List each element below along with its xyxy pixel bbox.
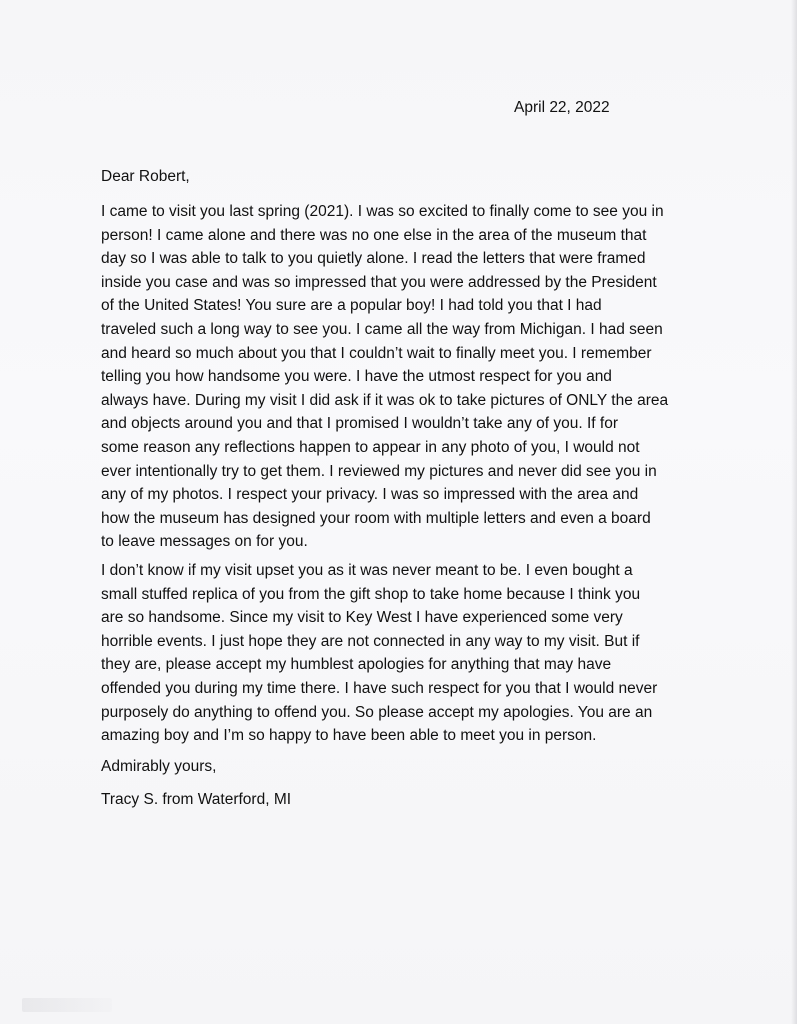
letter-paragraph-1 (101, 200, 701, 554)
letter-paragraph-2 (101, 559, 701, 748)
text-line: how the museum has designed your room with multiple letters and even a board (101, 509, 651, 527)
letter-signature: Tracy S. from Waterford, MI (101, 791, 292, 808)
text-line: telling you how handsome you were. I have the utmost respect for you and (101, 368, 612, 386)
text-line: to leave messages on for you. (101, 533, 308, 551)
text-line: amazing boy and I’m so happy to have been able to meet you in person. (101, 727, 597, 745)
paper-edge-shadow (791, 0, 797, 1024)
text-line: and heard so much about you that I couldn’t wait to finally meet you. I remember (101, 344, 652, 362)
text-line: I came to visit you last spring (2021). I was so excited to finally come to see you in (101, 203, 664, 220)
scan-corner-mark (22, 998, 112, 1012)
text-line: always have. During my visit I did ask if it was ok to take pictures of ONLY the area (101, 391, 669, 409)
letter-salutation: Dear Robert, (101, 168, 190, 185)
text-line: they are, please accept my humblest apologies for anything that may have (101, 656, 612, 674)
text-line: I don’t know if my visit upset you as it was never meant to be. I even bought a (101, 562, 633, 579)
text-line: ever intentionally try to get them. I reviewed my pictures and never did see you in (101, 462, 657, 480)
text-line: person! I came alone and there was no one else in the area of the museum that (101, 226, 647, 244)
text-line: traveled such a long way to see you. I came all the way from Michigan. I had seen (101, 320, 663, 338)
text-line: horrible events. I just hope they are not connected in any way to my visit. But if (101, 632, 640, 650)
text-line: day so I was able to talk to you quietly alone. I read the letters that were framed (101, 250, 646, 268)
text-line: offended you during my time there. I have such respect for you that I would never (101, 679, 658, 697)
text-line: purposely do anything to offend you. So please accept my apologies. You are an (101, 703, 653, 721)
text-line: of the United States! You sure are a popular boy! I had told you that I had (101, 297, 602, 315)
text-line: are so handsome. Since my visit to Key West I have experienced some very (101, 609, 623, 627)
text-line: any of my photos. I respect your privacy. I was so impressed with the area and (101, 486, 639, 504)
letter-date: April 22, 2022 (514, 99, 610, 116)
text-line: and objects around you and that I promised I wouldn’t take any of you. If for (101, 415, 618, 433)
text-line: small stuffed replica of you from the gift shop to take home because I think you (101, 585, 641, 603)
text-line: some reason any reflections happen to appear in any photo of you, I would not (101, 438, 640, 456)
letter-closing: Admirably yours, (101, 758, 217, 775)
text-line: inside you case and was so impressed that you were addressed by the President (101, 273, 657, 291)
